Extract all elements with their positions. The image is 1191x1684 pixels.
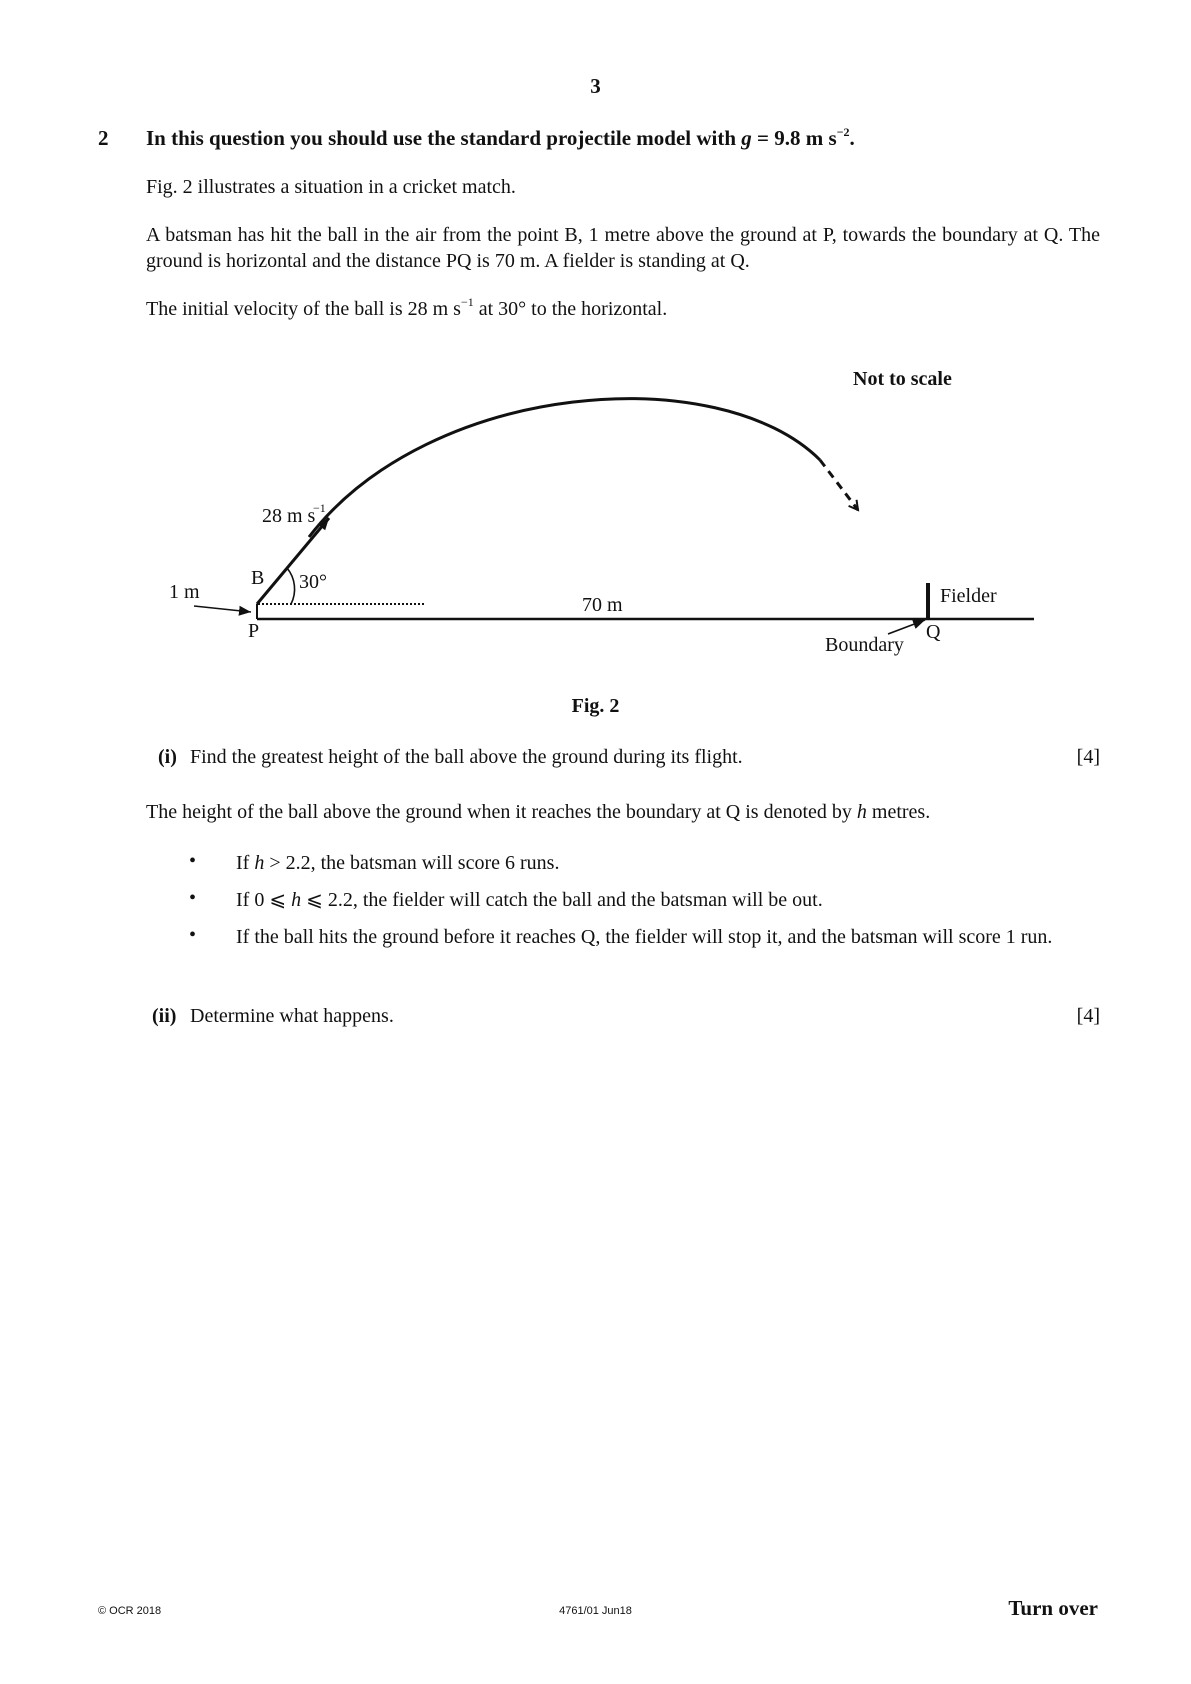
turn-over: Turn over (1008, 1596, 1098, 1620)
projectile-figure (0, 330, 1191, 690)
question-title: In this question you should use the standard projectile model with g = 9.8 m $s^{-2}$. (146, 125, 855, 150)
fielder-label: Fielder (940, 585, 997, 607)
bullet-one-run: If the ball hits the ground before it reaches Q, the fielder will stop it, and the batsman will score 1 run. (236, 926, 1053, 948)
part-i-text: Find the greatest height of the ball above the ground during its flight. (190, 746, 743, 768)
height-definition: The height of the ball above the ground when it reaches the boundary at Q is denoted by h metres. (146, 801, 931, 823)
point-p-label: P (248, 620, 260, 642)
part-ii-text: Determine what happens. (190, 1005, 394, 1027)
speed-label: 28 m s (262, 505, 316, 527)
question-number: 2 (98, 126, 109, 150)
boundary-label: Boundary (825, 634, 904, 656)
boundary-pointer (888, 620, 925, 634)
trajectory-arrow (820, 460, 858, 510)
velocity-text: The initial velocity of the ball is 28 m $s^{-1}$ at 30° to the horizontal. (146, 295, 668, 320)
bullet-marker: • (189, 850, 197, 872)
bullet-six-runs: If h > 2.2, the batsman will score 6 runs. (236, 852, 560, 874)
angle-label: 30° (299, 571, 327, 593)
part-ii-marks: [4] (1076, 1005, 1100, 1027)
not-to-scale-label: Not to scale (853, 368, 952, 390)
distance-label: 70 m (582, 594, 623, 616)
paper-code: 4761/01 Jun18 (559, 1605, 632, 1617)
scenario-text: A batsman has hit the ball in the air from the point B, 1 metre above the ground at P, towards the boundary at Q. The ground is horizontal and the distance PQ is 70 m. A fielder is standing at Q. (146, 224, 1100, 272)
speed-exponent: −1 (313, 501, 326, 515)
bullet-caught: If 0 ⩽ h ⩽ 2.2, the fielder will catch the ball and the batsman will be out. (236, 889, 823, 911)
height-label: 1 m (169, 581, 200, 603)
trajectory-curve (309, 399, 820, 537)
copyright: © OCR 2018 (98, 1605, 162, 1617)
part-ii-label: (ii) (152, 1005, 177, 1027)
intro-text: Fig. 2 illustrates a situation in a cricket match. (146, 176, 516, 198)
bullet-marker: • (189, 887, 197, 909)
bullet-marker: • (189, 924, 197, 946)
height-pointer (194, 606, 251, 612)
point-q-label: Q (926, 621, 941, 643)
figure-caption: Fig. 2 (571, 695, 620, 717)
point-b-label: B (251, 567, 265, 589)
page-number: 3 (590, 74, 601, 98)
part-i-label: (i) (158, 746, 177, 768)
angle-arc (287, 568, 295, 604)
part-i-marks: [4] (1076, 746, 1100, 768)
